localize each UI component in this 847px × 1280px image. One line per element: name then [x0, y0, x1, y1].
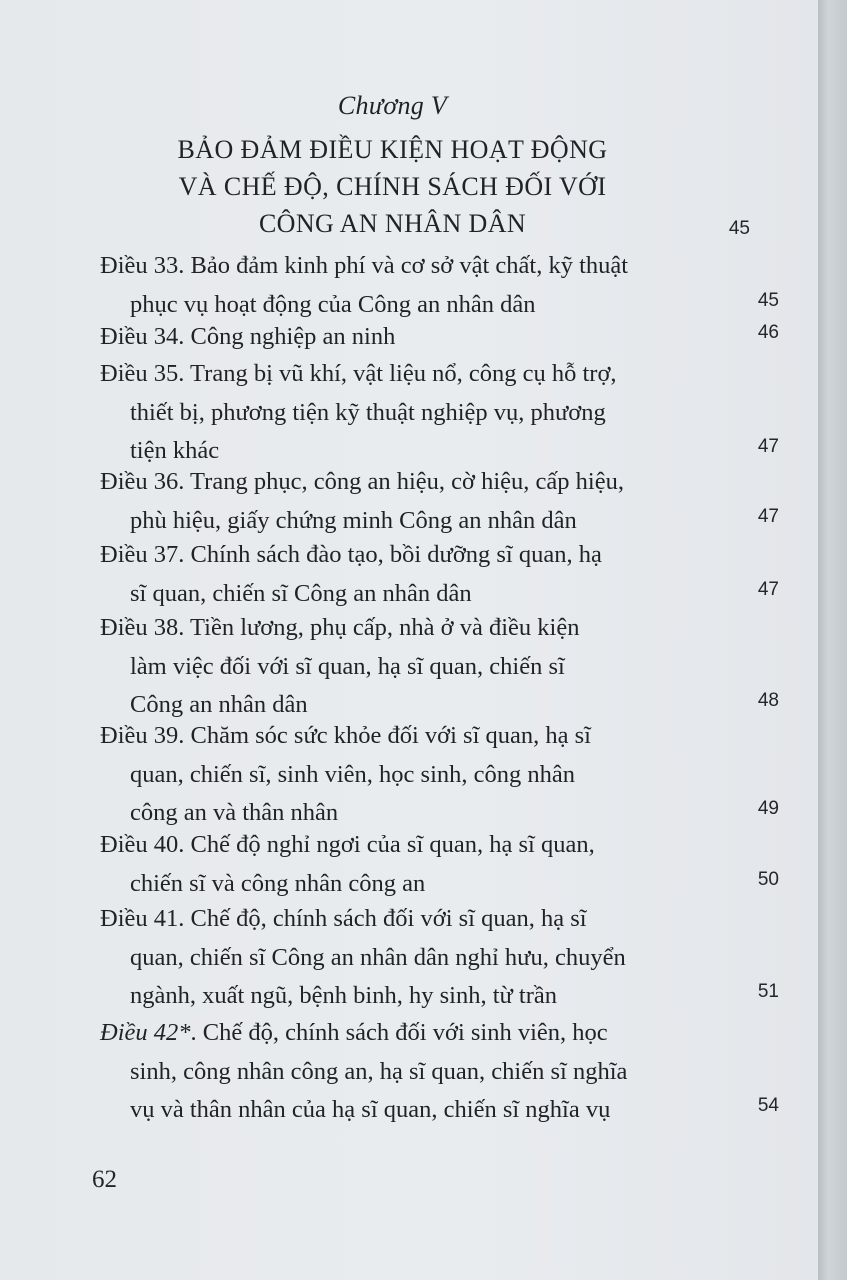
entry-line: Điều 33. Bảo đảm kinh phí và cơ sở vật chất, kỹ thuật [100, 252, 629, 279]
toc-entry [100, 717, 779, 833]
toc-entry [100, 1014, 779, 1130]
entry-line: sinh, công nhân công an, hạ sĩ quan, chiến sĩ nghĩa [130, 1057, 628, 1085]
chapter-title [100, 131, 685, 242]
toc-entry [100, 900, 779, 1016]
entry-page-number: 51 [757, 981, 779, 1002]
entry-line: Điều 34. Công nghiệp an ninh [100, 323, 396, 350]
toc-entry [100, 826, 779, 903]
entry-line: thiết bị, phương tiện kỹ thuật nghiệp vụ, phương [130, 398, 606, 426]
entry-line: Điều 35. Trang bị vũ khí, vật liệu nổ, công cụ hỗ trợ, [100, 360, 617, 387]
chapter-label: Chương V [337, 91, 448, 120]
entry-line: quan, chiến sĩ, sinh viên, học sinh, công nhân [130, 760, 576, 788]
toc-entry [100, 318, 779, 357]
folio-page-number: 62 [92, 1166, 117, 1193]
entry-line [100, 1014, 685, 1053]
entry-page-number: 45 [757, 289, 779, 311]
toc-entry [100, 463, 779, 540]
entry-line: Điều 38. Tiền lương, phụ cấp, nhà ở và điều kiện [100, 614, 580, 641]
entry-line: Điều 40. Chế độ nghỉ ngơi của sĩ quan, hạ sĩ quan, [100, 831, 595, 858]
page-edge [818, 0, 847, 1280]
chapter-title-line: VÀ CHẾ ĐỘ, CHÍNH SÁCH ĐỐI VỚI [178, 172, 607, 201]
entry-line: Điều 41. Chế độ, chính sách đối với sĩ quan, hạ sĩ [100, 905, 587, 932]
chapter-title-line: BẢO ĐẢM ĐIỀU KIỆN HOẠT ĐỘNG [177, 135, 608, 164]
toc-entry [100, 609, 779, 725]
toc-entry [100, 536, 779, 613]
entry-line: tiện khác [130, 437, 220, 464]
entry-page-number: 46 [757, 322, 779, 343]
entry-lead-italic: Điều 42* [100, 1019, 191, 1046]
toc-entry [100, 355, 779, 471]
entry-page-number: 47 [757, 436, 779, 457]
entry-page-number: 50 [757, 868, 779, 890]
entry-line-rest: . Chế độ, chính sách đối với sinh viên, học [190, 1019, 608, 1046]
entry-line: Điều 36. Trang phục, công an hiệu, cờ hiệu, cấp hiệu, [100, 468, 624, 495]
entry-line: Điều 39. Chăm sóc sức khỏe đối với sĩ quan, hạ sĩ [100, 722, 591, 749]
entry-line: quan, chiến sĩ Công an nhân dân nghỉ hưu, chuyển [130, 943, 626, 971]
entry-line: Điều 37. Chính sách đào tạo, bồi dưỡng sĩ quan, hạ [100, 541, 602, 568]
entry-line: phục vụ hoạt động của Công an nhân dân [130, 290, 536, 318]
entry-page-number: 47 [757, 505, 779, 527]
entry-page-number: 49 [757, 798, 779, 819]
entry-line: chiến sĩ và công nhân công an [130, 869, 426, 897]
entry-page-number: 48 [757, 690, 779, 711]
entry-line: sĩ quan, chiến sĩ Công an nhân dân [130, 579, 472, 607]
chapter-page-number: 45 [728, 218, 750, 239]
entry-line: ngành, xuất ngũ, bệnh binh, hy sinh, từ trần [130, 982, 558, 1009]
entry-line: vụ và thân nhân của hạ sĩ quan, chiến sĩ nghĩa vụ [130, 1096, 611, 1123]
entry-line: làm việc đối với sĩ quan, hạ sĩ quan, chiến sĩ [130, 652, 565, 680]
entry-page-number: 54 [757, 1095, 779, 1116]
entry-line: phù hiệu, giấy chứng minh Công an nhân dân [130, 506, 577, 534]
entry-line: công an và thân nhân [130, 799, 339, 826]
entry-page-number: 47 [757, 578, 779, 600]
entry-line: Công an nhân dân [130, 691, 308, 718]
toc-entry [100, 247, 779, 324]
chapter-title-line: CÔNG AN NHÂN DÂN [258, 209, 527, 238]
